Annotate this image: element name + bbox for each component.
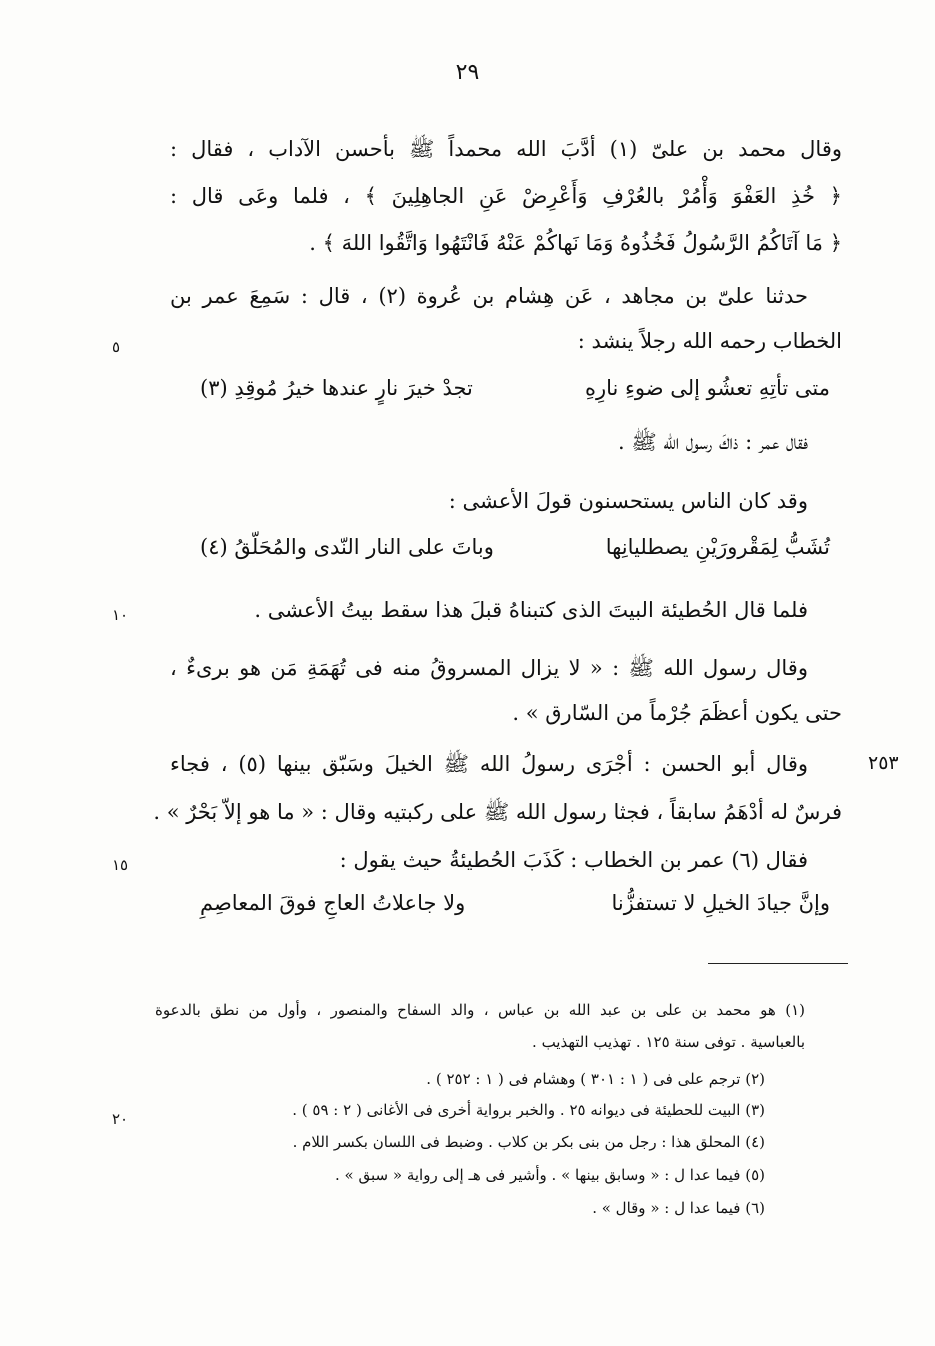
page-number: ٢٩	[455, 60, 480, 85]
footnote-2: (٢) ترجم على فى ( ١ : ٣٠١ ) وهشام فى ( ١ : ٢٥٢ ) .	[426, 1070, 765, 1088]
footnote-rule	[708, 963, 848, 964]
footnote-5: (٥) فيما عدا ل : « وسابق بينها » . وأشير فى هـ إلى رواية « سبق » .	[335, 1166, 765, 1184]
body-line-5: الخطاب رحمه الله رجلاً ينشد :	[577, 329, 842, 353]
footnote-3: (٣) البيت للحطيئة فى ديوانه ٢٥ . والخبر برواية أخرى فى الأغانى ( ٢ : ٥٩ ) .	[292, 1101, 765, 1119]
body-line-7: وقد كان الناس يستحسنون قولَ الأعشى :	[448, 489, 808, 513]
verse-2-first-hemistich: تُشَبُّ لِمَقْرورَيْنِ يصطليانِها	[605, 535, 830, 559]
verse-1-first-hemistich: متى تأتِهِ تعشُو إلى ضوءِ نارِهِ	[584, 376, 830, 400]
verse-2-second-hemistich: وباتَ على النار النّدى والمُحَلّقُ (٤)	[200, 535, 494, 559]
verse-1	[200, 372, 830, 404]
margin-line-number-10: ١٠	[112, 606, 129, 624]
body-line-4: حدثنا علىّ بن مجاهد ، عَن هِشام بن عُروة (٢) ، قال : سَمِعَ عمر بن	[170, 284, 808, 308]
body-line-11: وقال أبو الحسن : أجْرَى رسولُ الله ﷺ الخيلَ وسَبّق بينها (٥) ، فجاء	[170, 752, 808, 776]
body-line-10: حتى يكون أعظَمَ جُرْماً من السّارق » .	[512, 701, 842, 725]
footnote-1-line-2: بالعباسية . توفى سنة ١٢٥ . تهذيب التهذيب .	[532, 1033, 805, 1051]
verse-3-second-hemistich: ولا جاعلاتُ العاجِ فوقَ المعاصِمِ	[200, 891, 466, 915]
margin-line-number-15: ١٥	[112, 856, 129, 874]
body-line-9: وقال رسول الله ﷺ : « لا يزال المسروقُ منه فى تُهَمَةِ مَن هو برىءٌ ،	[170, 656, 808, 680]
body-line-8: فلما قال الحُطيئة البيتَ الذى كتبناهُ قبلَ هذا سقط بيتُ الأعشى .	[254, 598, 808, 622]
footnote-4: (٤) المحلق هذا : رجل من بنى بكر بن كلاب . وضبط فى اللسان بكسر اللام .	[292, 1133, 765, 1151]
body-line-12: فرسٌ له أدْهَمُ سابقاً ، فجثا رسول الله ﷺ على ركبتيه وقال : « ما هو إلاّ بَحْرٌ » .	[153, 800, 842, 824]
body-line-2: ﴿ خُذِ العَفْوَ وَأْمُرْ بالعُرْفِ وَأَعْرِضْ عَنِ الجاهِلِينَ ﴾ ، فلما وعَى قال :	[170, 184, 842, 208]
body-line-13: فقال (٦) عمر بن الخطاب : كَذَبَ الحُطيئةُ حيث يقول :	[339, 848, 808, 872]
footnote-1-line-1: (١) هو محمد بن على بن عبد الله بن عباس ، والد السفاح والمنصور ، وأول من نطق بالدعوة	[155, 1001, 805, 1019]
verse-3	[200, 887, 830, 919]
verse-1-second-hemistich: تجدْ خيرَ نارٍ عندها خيرُ مُوقِدِ (٣)	[200, 376, 473, 400]
body-line-3: ﴿ مَا آتَاكُمُ الرَّسُولُ فَخُذُوهُ وَمَا نَهاكُمْ عَنْهُ فَانْتَهُوا وَاتَّقُوا اللهَ ﴾ .	[309, 231, 842, 255]
body-line-1: وقال محمد بن علىّ (١) أدَّبَ الله محمداً ﷺ بأحسن الآداب ، فقال :	[170, 137, 842, 161]
margin-line-number-20: ٢٠	[112, 1110, 129, 1128]
verse-2	[200, 531, 830, 563]
margin-reference-number: ٢٥٣	[868, 752, 899, 774]
verse-3-first-hemistich: وإنَّ جيادَ الخيلِ لا تستفزُّنا	[611, 891, 830, 915]
body-line-6: فقال عمر : ذاكَ رسول الله ﷺ .	[617, 430, 808, 454]
margin-line-number-5: ٥	[112, 338, 121, 356]
footnote-6: (٦) فيما عدا ل : « وقال » .	[592, 1199, 765, 1217]
